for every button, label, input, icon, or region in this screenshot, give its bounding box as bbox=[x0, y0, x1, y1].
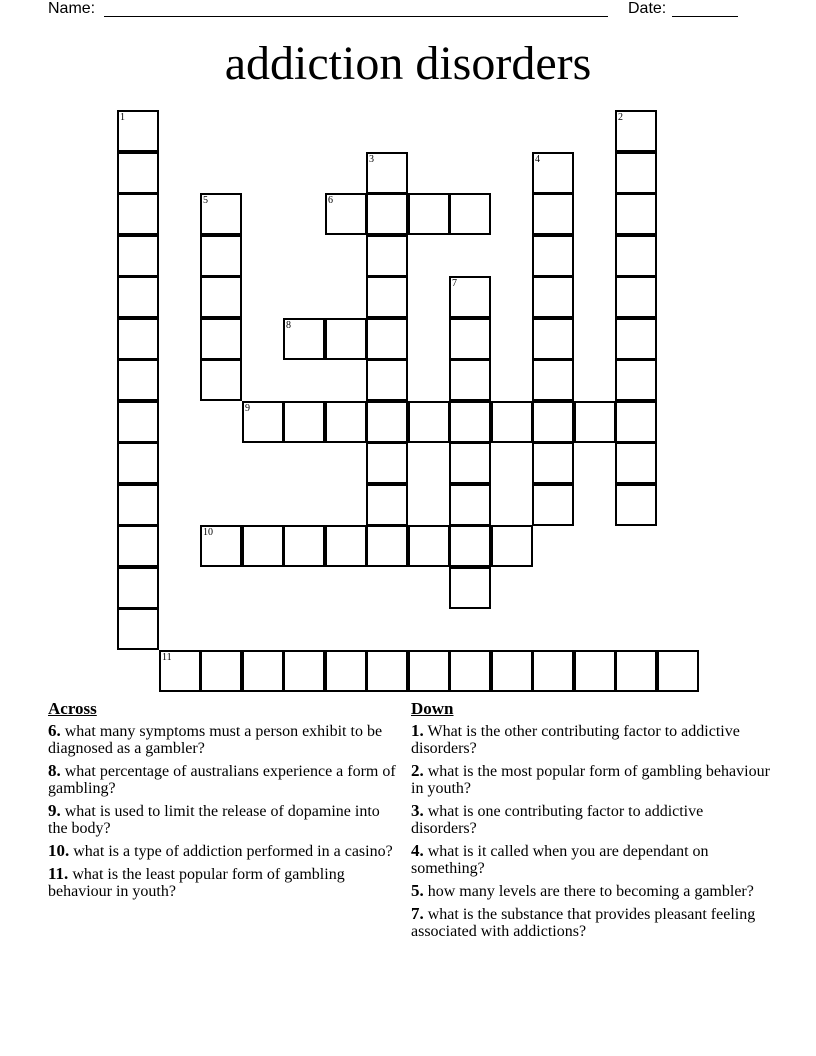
grid-cell[interactable] bbox=[532, 650, 574, 692]
grid-cell[interactable] bbox=[615, 318, 657, 360]
clue-number: 10. bbox=[48, 841, 70, 860]
clue-number: 6. bbox=[48, 721, 61, 740]
clue-text: what is it called when you are dependant on something? bbox=[411, 843, 709, 877]
down-heading: Down bbox=[411, 699, 454, 718]
grid-cell[interactable] bbox=[532, 484, 574, 526]
grid-cell[interactable] bbox=[325, 401, 367, 443]
clue-number: 9. bbox=[48, 801, 61, 820]
clue-number: 8. bbox=[48, 761, 61, 780]
grid-cell[interactable] bbox=[574, 650, 616, 692]
grid-cell[interactable] bbox=[449, 567, 491, 609]
clue-text: what many symptoms must a person exhibit to be diagnosed as a gambler? bbox=[48, 723, 383, 757]
down-clue bbox=[411, 842, 771, 877]
clue-text: what is the least popular form of gambling behaviour in youth? bbox=[48, 866, 345, 900]
clue-number: 5. bbox=[411, 881, 424, 900]
grid-cell[interactable] bbox=[449, 359, 491, 401]
grid-cell[interactable] bbox=[242, 650, 284, 692]
date-label: Date: bbox=[628, 0, 667, 17]
down-clue bbox=[411, 882, 771, 900]
grid-cell[interactable] bbox=[449, 525, 491, 567]
grid-cell[interactable] bbox=[325, 318, 367, 360]
clue-number: 6 bbox=[328, 195, 333, 206]
grid-cell[interactable] bbox=[242, 525, 284, 567]
grid-cell[interactable] bbox=[532, 318, 574, 360]
across-clue bbox=[48, 842, 398, 860]
grid-cell[interactable] bbox=[325, 193, 367, 235]
grid-cell[interactable] bbox=[491, 525, 533, 567]
grid-cell[interactable] bbox=[615, 359, 657, 401]
grid-cell[interactable] bbox=[366, 650, 408, 692]
grid-cell[interactable] bbox=[615, 235, 657, 277]
grid-cell[interactable] bbox=[615, 484, 657, 526]
clue-number: 11. bbox=[48, 864, 69, 883]
grid-cell[interactable] bbox=[159, 650, 201, 692]
grid-cell[interactable] bbox=[366, 525, 408, 567]
grid-cell[interactable] bbox=[117, 318, 159, 360]
clue-number: 3. bbox=[411, 801, 424, 820]
grid-cell[interactable] bbox=[615, 442, 657, 484]
clue-text: what percentage of australians experience a form of gambling? bbox=[48, 763, 396, 797]
grid-cell[interactable] bbox=[449, 442, 491, 484]
grid-cell[interactable] bbox=[449, 401, 491, 443]
grid-cell[interactable] bbox=[283, 318, 325, 360]
grid-cell[interactable] bbox=[408, 401, 450, 443]
grid-cell[interactable] bbox=[449, 484, 491, 526]
grid-cell[interactable] bbox=[117, 276, 159, 318]
grid-cell[interactable] bbox=[117, 152, 159, 194]
down-clue bbox=[411, 722, 771, 757]
clue-text: what is the most popular form of gambling behaviour in youth? bbox=[411, 763, 770, 797]
grid-cell[interactable] bbox=[117, 110, 159, 152]
grid-cell[interactable] bbox=[408, 193, 450, 235]
grid-cell[interactable] bbox=[532, 401, 574, 443]
across-clues bbox=[48, 699, 398, 905]
grid-cell[interactable] bbox=[532, 442, 574, 484]
grid-cell[interactable] bbox=[200, 525, 242, 567]
grid-cell[interactable] bbox=[574, 401, 616, 443]
grid-cell[interactable] bbox=[117, 442, 159, 484]
grid-cell[interactable] bbox=[117, 235, 159, 277]
clue-number: 3 bbox=[369, 154, 374, 165]
grid-cell[interactable] bbox=[325, 650, 367, 692]
grid-cell[interactable] bbox=[200, 318, 242, 360]
clue-number: 5 bbox=[203, 195, 208, 206]
grid-cell[interactable] bbox=[366, 359, 408, 401]
grid-cell[interactable] bbox=[117, 359, 159, 401]
clue-number: 4. bbox=[411, 841, 424, 860]
grid-cell[interactable] bbox=[325, 525, 367, 567]
page-title: addiction disorders bbox=[224, 37, 592, 90]
across-clue bbox=[48, 802, 398, 837]
grid-cell[interactable] bbox=[283, 401, 325, 443]
down-clue bbox=[411, 802, 771, 837]
grid-cell[interactable] bbox=[117, 567, 159, 609]
grid-cell[interactable] bbox=[283, 525, 325, 567]
down-clue bbox=[411, 905, 771, 940]
grid-cell[interactable] bbox=[117, 484, 159, 526]
grid-cell[interactable] bbox=[615, 276, 657, 318]
grid-cell[interactable] bbox=[449, 276, 491, 318]
down-clue-list bbox=[411, 722, 771, 940]
clue-number: 7. bbox=[411, 904, 424, 923]
grid-cell[interactable] bbox=[366, 276, 408, 318]
grid-cell[interactable] bbox=[408, 525, 450, 567]
across-clue bbox=[48, 865, 398, 900]
grid-cell[interactable] bbox=[117, 401, 159, 443]
grid-cell[interactable] bbox=[449, 650, 491, 692]
across-clue-list bbox=[48, 722, 398, 900]
grid-cell[interactable] bbox=[532, 235, 574, 277]
clue-number: 10 bbox=[203, 527, 213, 538]
grid-cell[interactable] bbox=[532, 193, 574, 235]
grid-cell[interactable] bbox=[200, 235, 242, 277]
grid-cell[interactable] bbox=[117, 608, 159, 650]
grid-cell[interactable] bbox=[532, 276, 574, 318]
clue-number: 7 bbox=[452, 278, 457, 289]
grid-cell[interactable] bbox=[532, 359, 574, 401]
across-heading: Across bbox=[48, 699, 97, 718]
grid-cell[interactable] bbox=[200, 276, 242, 318]
across-clue bbox=[48, 762, 398, 797]
grid-cell[interactable] bbox=[449, 193, 491, 235]
clue-text: what is one contributing factor to addictive disorders? bbox=[411, 803, 704, 837]
down-clue bbox=[411, 762, 771, 797]
grid-cell[interactable] bbox=[366, 318, 408, 360]
grid-cell[interactable] bbox=[366, 442, 408, 484]
clue-text: what is used to limit the release of dopamine into the body? bbox=[48, 803, 380, 837]
clue-text: What is the other contributing factor to addictive disorders? bbox=[411, 723, 740, 757]
clue-number: 9 bbox=[245, 403, 250, 414]
clue-text: what is the substance that provides pleasant feeling associated with addictions? bbox=[411, 906, 756, 940]
clue-number: 1 bbox=[120, 112, 125, 123]
grid-cell[interactable] bbox=[615, 152, 657, 194]
grid-cell[interactable] bbox=[491, 650, 533, 692]
grid-cell[interactable] bbox=[449, 318, 491, 360]
clue-number: 8 bbox=[286, 320, 291, 331]
grid-cell[interactable] bbox=[615, 401, 657, 443]
clue-number: 4 bbox=[535, 154, 540, 165]
grid-cell[interactable] bbox=[491, 401, 533, 443]
grid-cell[interactable] bbox=[200, 359, 242, 401]
grid-cell[interactable] bbox=[366, 152, 408, 194]
clue-number: 1. bbox=[411, 721, 424, 740]
grid-cell[interactable] bbox=[615, 650, 657, 692]
grid-cell[interactable] bbox=[200, 193, 242, 235]
clue-text: how many levels are there to becoming a gambler? bbox=[423, 883, 754, 900]
grid-cell[interactable] bbox=[657, 650, 699, 692]
grid-cell[interactable] bbox=[366, 484, 408, 526]
grid-cell[interactable] bbox=[366, 401, 408, 443]
clue-number: 11 bbox=[162, 652, 172, 663]
grid-cell[interactable] bbox=[283, 650, 325, 692]
grid-cell[interactable] bbox=[615, 110, 657, 152]
grid-cell[interactable] bbox=[242, 401, 284, 443]
grid-cell[interactable] bbox=[366, 235, 408, 277]
clue-number: 2. bbox=[411, 761, 424, 780]
across-clue bbox=[48, 722, 398, 757]
grid-cell[interactable] bbox=[200, 650, 242, 692]
grid-cell[interactable] bbox=[117, 525, 159, 567]
grid-cell[interactable] bbox=[117, 193, 159, 235]
clue-text: what is a type of addiction performed in a casino? bbox=[69, 843, 393, 860]
grid-cell[interactable] bbox=[532, 152, 574, 194]
clue-number: 2 bbox=[618, 112, 623, 123]
name-label: Name: bbox=[48, 0, 96, 17]
grid-cell[interactable] bbox=[408, 650, 450, 692]
grid-cell[interactable] bbox=[366, 193, 408, 235]
grid-cell[interactable] bbox=[615, 193, 657, 235]
down-clues bbox=[411, 699, 771, 945]
